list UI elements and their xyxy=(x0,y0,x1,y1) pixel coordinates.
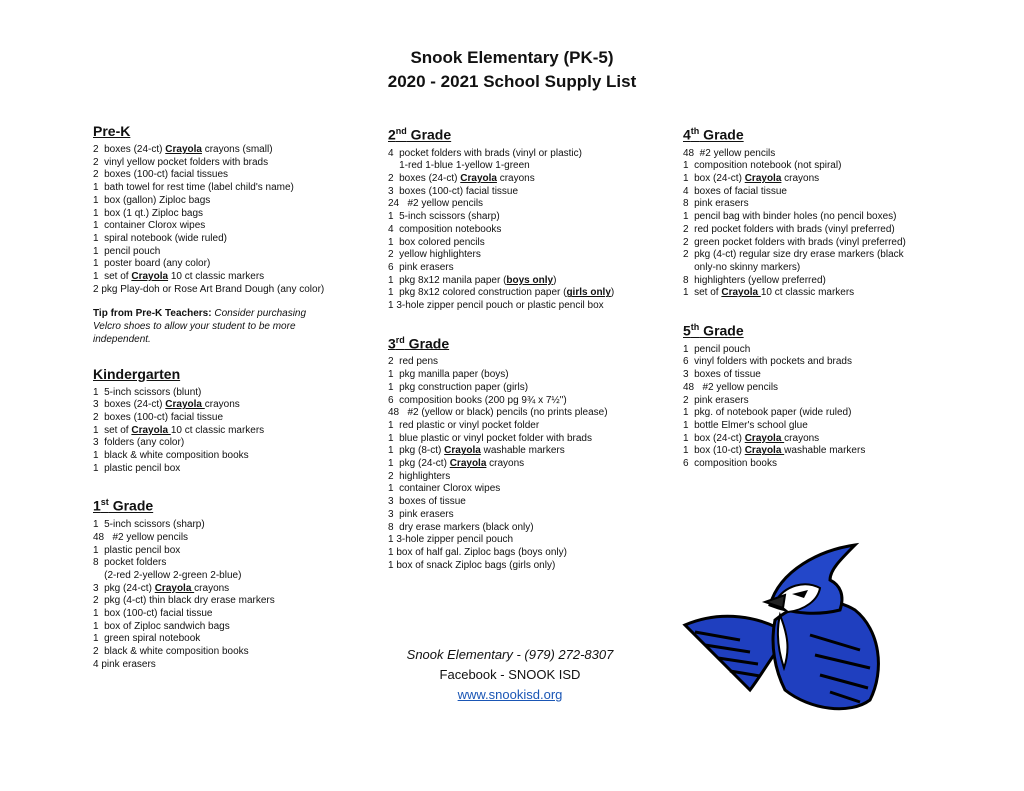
item-text: 2 pkg (4-ct) thin black dry erase markers xyxy=(93,595,275,607)
list-item xyxy=(93,157,343,170)
list-item xyxy=(388,407,638,420)
item-text: 1 bath towel for rest time (label child's name) xyxy=(93,182,294,194)
item-text: 1 pkg (8-ct) xyxy=(388,445,445,457)
list-item xyxy=(93,169,343,182)
heading-suffix: nd xyxy=(395,126,407,136)
list-item xyxy=(683,160,933,173)
list-item xyxy=(388,148,638,161)
item-text: 10 ct classic markers xyxy=(760,287,855,299)
item-text: 6 composition books (200 pg 9¾ x 7½") xyxy=(388,394,567,406)
item-text: 1 box of snack Ziploc bags (girls only) xyxy=(388,559,556,571)
list-item xyxy=(388,186,638,199)
tip-label: Tip from Pre-K Teachers: xyxy=(93,308,212,320)
list-item xyxy=(683,395,933,408)
item-text: 3 boxes (100-ct) facial tissue xyxy=(388,185,519,197)
list-item xyxy=(93,570,343,583)
item-text: 1 set of xyxy=(93,424,132,436)
item-text: 3 boxes of tissue xyxy=(388,496,466,508)
list-item xyxy=(683,198,933,211)
list-item xyxy=(683,287,933,300)
list-item xyxy=(683,186,933,199)
list-item xyxy=(388,198,638,211)
list-item xyxy=(683,382,933,395)
item-text: 2 boxes (24-ct) xyxy=(388,173,461,185)
list-item xyxy=(93,633,343,646)
item-text: 1 black & white composition books xyxy=(93,450,249,462)
item-text: only-no skinny markers) xyxy=(683,261,801,273)
item-text: ) xyxy=(553,274,557,286)
item-text: 1 box (10-ct) xyxy=(683,445,745,457)
list-item xyxy=(388,483,638,496)
item-text: 4 pocket folders with brads (vinyl or plastic) xyxy=(388,147,582,159)
section-heading xyxy=(683,318,933,340)
section-heading xyxy=(683,122,933,144)
list-item xyxy=(93,595,343,608)
section-fourth-grade xyxy=(683,122,933,300)
item-text: 1 5-inch scissors (blunt) xyxy=(93,386,202,398)
item-text: 2 red pens xyxy=(388,356,439,368)
item-text: 2 black & white composition books xyxy=(93,646,249,658)
item-emphasis: girls only xyxy=(566,287,611,299)
section-kindergarten xyxy=(93,365,343,476)
item-text: 2 green pocket folders with brads (vinyl preferred) xyxy=(683,236,906,248)
item-text: 1 set of xyxy=(683,287,722,299)
item-text: 1 composition notebook (not spiral) xyxy=(683,160,842,172)
item-emphasis: Crayola xyxy=(449,458,487,470)
list-item xyxy=(93,545,343,558)
item-text: 6 composition books xyxy=(683,458,777,470)
section-fifth-grade xyxy=(683,318,933,471)
heading-suffix: th xyxy=(690,126,700,136)
list-item xyxy=(388,224,638,237)
title-line-school: Snook Elementary (PK-5) xyxy=(410,48,614,67)
item-text: 1 box (24-ct) xyxy=(683,173,745,185)
item-text: 1 spiral notebook (wide ruled) xyxy=(93,232,227,244)
list-item xyxy=(388,275,638,288)
item-emphasis: Crayola xyxy=(744,445,785,457)
item-text: 1 pkg (24-ct) xyxy=(388,458,450,470)
heading-suffix: st xyxy=(100,497,109,508)
list-item xyxy=(93,519,343,532)
item-emphasis: Crayola xyxy=(131,424,171,436)
item-text: washable markers xyxy=(784,445,866,457)
mascot-body xyxy=(773,601,878,708)
item-text: 48 #2 (yellow or black) pencils (no prints please) xyxy=(388,407,608,419)
item-text: 48 #2 yellow pencils xyxy=(683,147,776,159)
item-text: 1 red plastic or vinyl pocket folder xyxy=(388,419,540,431)
item-text: 1 set of xyxy=(93,271,132,283)
section-first-grade xyxy=(93,493,343,671)
item-text: 6 pink erasers xyxy=(388,261,454,273)
list-item xyxy=(683,148,933,161)
item-text: crayons xyxy=(781,173,820,185)
list-item xyxy=(93,646,343,659)
list-item xyxy=(683,433,933,446)
item-text: 3 pink erasers xyxy=(388,508,454,520)
item-text: 1 plastic pencil box xyxy=(93,544,181,556)
item-text: crayons xyxy=(204,399,240,411)
column-right xyxy=(683,122,933,489)
item-text: 2 pkg (4-ct) regular size dry erase markers (black xyxy=(683,249,904,261)
list-item xyxy=(388,300,638,313)
list-item xyxy=(388,496,638,509)
list-item xyxy=(388,160,638,173)
item-text: 48 #2 yellow pencils xyxy=(683,381,779,393)
item-text: 2 pkg Play-doh or Rose Art Brand Dough (any color) xyxy=(93,283,325,295)
list-item xyxy=(93,583,343,596)
list-item xyxy=(93,182,343,195)
list-item xyxy=(388,382,638,395)
item-text: (2-red 2-yellow 2-green 2-blue) xyxy=(93,569,242,581)
heading-suffix: rd xyxy=(395,334,405,345)
list-item xyxy=(683,237,933,250)
item-emphasis: Crayola xyxy=(131,271,169,283)
supply-list xyxy=(93,387,343,476)
item-text: 1 box (100-ct) facial tissue xyxy=(93,608,213,620)
list-item xyxy=(388,369,638,382)
list-item xyxy=(683,407,933,420)
item-text: ) xyxy=(610,287,615,299)
item-text: crayons (small) xyxy=(201,144,273,155)
item-text: 2 boxes (100-ct) facial tissues xyxy=(93,169,229,181)
list-item xyxy=(93,532,343,545)
section-second-grade xyxy=(388,122,638,313)
item-text: 1 5-inch scissors (sharp) xyxy=(388,211,500,223)
website-link[interactable]: www.snookisd.org xyxy=(457,687,563,702)
list-item xyxy=(93,557,343,570)
footer-phone: Snook Elementary - (979) 272-8307 xyxy=(406,647,614,662)
item-text: 3 folders (any color) xyxy=(93,437,185,449)
item-emphasis: Crayola xyxy=(744,173,782,185)
heading-suffix: th xyxy=(690,322,700,333)
item-text: 2 yellow highlighters xyxy=(388,249,481,261)
item-text: 1 pkg manilla paper (boys) xyxy=(388,369,509,381)
item-emphasis: Crayola xyxy=(744,432,785,444)
heading-number: 5 xyxy=(683,322,691,339)
list-item xyxy=(93,208,343,221)
item-text: 1 pkg 8x12 manila paper ( xyxy=(388,274,507,286)
heading-number: 1 xyxy=(93,498,101,515)
list-item xyxy=(93,412,343,425)
item-text: 1 box (gallon) Ziploc bags xyxy=(93,194,211,206)
list-item xyxy=(93,437,343,450)
item-text: 8 pocket folders xyxy=(93,557,167,569)
item-text: 3 pkg (24-ct) xyxy=(93,582,155,594)
list-item xyxy=(683,249,933,262)
item-text: 1 container Clorox wipes xyxy=(388,483,501,495)
list-item xyxy=(388,458,638,471)
footer-contact xyxy=(360,645,660,705)
list-item xyxy=(93,425,343,438)
supply-list xyxy=(93,519,343,671)
item-text: 4 composition notebooks xyxy=(388,223,502,235)
heading-number: 2 xyxy=(388,126,396,143)
item-text: 3 boxes (24-ct) xyxy=(93,399,166,411)
section-prek xyxy=(93,122,343,347)
item-text: crayons xyxy=(486,458,525,470)
list-item xyxy=(93,220,343,233)
list-item xyxy=(683,262,933,275)
list-item xyxy=(683,369,933,382)
list-item xyxy=(93,608,343,621)
list-item xyxy=(388,433,638,446)
item-text: 6 vinyl folders with pockets and brads xyxy=(683,356,852,368)
section-heading xyxy=(93,493,343,515)
item-text: 1 pkg. of notebook paper (wide ruled) xyxy=(683,407,852,419)
title-line-list: 2020 - 2021 School Supply List xyxy=(387,72,637,91)
prek-tip xyxy=(93,308,333,346)
item-text: 1 pencil pouch xyxy=(93,245,161,257)
list-item xyxy=(683,275,933,288)
item-emphasis: Crayola xyxy=(154,582,195,594)
list-item xyxy=(93,233,343,246)
item-text: 1 box of Ziploc sandwich bags xyxy=(93,620,230,632)
item-text: 2 red pocket folders with brads (vinyl preferred) xyxy=(683,223,895,235)
item-emphasis: Crayola xyxy=(165,399,205,411)
list-item xyxy=(388,237,638,250)
heading-word: Grade xyxy=(108,498,154,515)
heading-word: Grade xyxy=(699,126,744,143)
item-text: 1 pkg construction paper (girls) xyxy=(388,381,529,393)
item-text: 8 highlighters (yellow preferred) xyxy=(683,274,826,286)
list-item xyxy=(683,356,933,369)
list-item xyxy=(93,463,343,476)
item-text: 1 bottle Elmer's school glue xyxy=(683,419,808,431)
section-heading xyxy=(388,122,638,144)
supply-list xyxy=(388,148,638,313)
heading-word: Grade xyxy=(404,335,450,352)
list-item xyxy=(93,284,343,297)
list-item xyxy=(388,211,638,224)
item-text: 10 ct classic markers xyxy=(170,424,265,436)
item-text: washable markers xyxy=(480,445,565,457)
item-text: 2 boxes (100-ct) facial tissue xyxy=(93,411,224,423)
item-text: 1 pkg 8x12 colored construction paper ( xyxy=(388,287,567,299)
item-text: 1 3-hole zipper pencil pouch or plastic pencil box xyxy=(388,300,604,312)
item-emphasis: boys only xyxy=(506,274,554,286)
list-item xyxy=(93,387,343,400)
item-text: 8 pink erasers xyxy=(683,198,749,210)
list-item xyxy=(388,547,638,560)
list-item xyxy=(683,344,933,357)
item-text: 1 green spiral notebook xyxy=(93,633,201,645)
list-item xyxy=(388,287,638,300)
heading-number: 3 xyxy=(388,335,396,352)
list-item xyxy=(683,420,933,433)
item-text: crayons xyxy=(496,173,535,185)
item-text: 3 boxes of tissue xyxy=(683,369,761,381)
heading-word: Grade xyxy=(406,126,452,143)
item-text: 24 #2 yellow pencils xyxy=(388,198,484,210)
item-text: crayons xyxy=(784,432,820,444)
item-text: 4 pink erasers xyxy=(93,658,156,670)
item-text: 1 pencil bag with binder holes (no pencil boxes) xyxy=(683,211,897,223)
supply-list xyxy=(388,356,638,572)
list-item xyxy=(388,560,638,573)
item-text: 1 box (24-ct) xyxy=(683,432,745,444)
column-middle xyxy=(388,122,638,590)
item-text: crayons xyxy=(194,582,230,594)
item-text: 2 pink erasers xyxy=(683,394,749,406)
supply-list xyxy=(683,148,933,300)
list-item xyxy=(93,258,343,271)
item-text: 1 box (1 qt.) Ziploc bags xyxy=(93,207,204,219)
tip-text: Consider purchasing Velcro shoes to allow your student to be more independent. xyxy=(93,308,307,345)
item-emphasis: Crayola xyxy=(721,287,761,299)
list-item xyxy=(388,445,638,458)
list-item xyxy=(683,224,933,237)
item-text: 4 boxes of facial tissue xyxy=(683,185,787,197)
item-text: 2 highlighters xyxy=(388,470,451,482)
list-item xyxy=(388,420,638,433)
column-left xyxy=(93,122,343,690)
list-item xyxy=(683,211,933,224)
item-text: 1 box colored pencils xyxy=(388,236,485,248)
list-item xyxy=(683,458,933,471)
list-item xyxy=(93,621,343,634)
item-text: 1 box of half gal. Ziploc bags (boys only) xyxy=(388,547,567,558)
list-item xyxy=(93,450,343,463)
item-text: 10 ct classic markers xyxy=(168,271,265,283)
list-item xyxy=(93,399,343,412)
item-text: 1-red 1-blue 1-yellow 1-green xyxy=(388,160,530,172)
section-third-grade xyxy=(388,331,638,573)
list-item xyxy=(388,509,638,522)
section-heading xyxy=(388,331,638,353)
list-item xyxy=(388,522,638,535)
list-item xyxy=(683,173,933,186)
item-text: 1 3-hole zipper pencil pouch xyxy=(388,534,514,546)
list-item xyxy=(388,173,638,186)
page-title xyxy=(0,46,1024,94)
footer-facebook: Facebook - SNOOK ISD xyxy=(439,667,581,682)
item-text: 8 dry erase markers (black only) xyxy=(388,521,534,533)
list-item xyxy=(388,471,638,484)
item-text: 1 container Clorox wipes xyxy=(93,220,206,232)
list-item xyxy=(93,195,343,208)
item-text: 2 vinyl yellow pocket folders with brads xyxy=(93,156,269,168)
list-item xyxy=(388,395,638,408)
item-text: 1 poster board (any color) xyxy=(93,258,211,270)
item-emphasis: Crayola xyxy=(165,144,202,155)
supply-list xyxy=(683,344,933,471)
list-item xyxy=(93,271,343,284)
item-text: 1 plastic pencil box xyxy=(93,462,181,474)
list-item xyxy=(93,659,343,672)
item-text: 48 #2 yellow pencils xyxy=(93,531,189,543)
section-heading: Kindergarten xyxy=(93,365,181,382)
heading-number: 4 xyxy=(683,126,691,143)
item-text: 2 boxes (24-ct) xyxy=(93,144,166,155)
list-item xyxy=(388,249,638,262)
section-heading: Pre-K xyxy=(93,123,131,139)
blue-jay-mascot-image xyxy=(680,540,890,720)
heading-word: Grade xyxy=(699,322,744,339)
list-item xyxy=(93,246,343,259)
item-text: 1 5-inch scissors (sharp) xyxy=(93,519,205,531)
list-item xyxy=(388,356,638,369)
item-emphasis: Crayola xyxy=(460,173,497,185)
list-item xyxy=(93,144,343,157)
list-item xyxy=(683,445,933,458)
item-emphasis: Crayola xyxy=(444,445,481,457)
item-text: 1 blue plastic or vinyl pocket folder with brads xyxy=(388,432,592,444)
list-item xyxy=(388,534,638,547)
item-text: 1 pencil pouch xyxy=(683,343,751,355)
list-item xyxy=(388,262,638,275)
supply-list xyxy=(93,144,343,296)
